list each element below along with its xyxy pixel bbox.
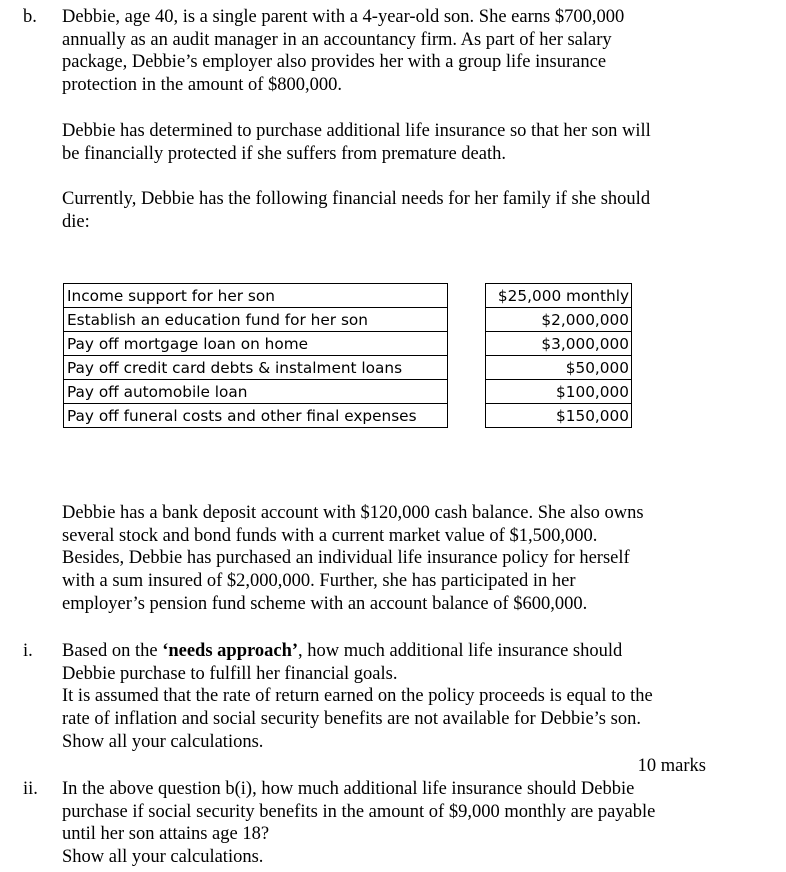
table-row — [64, 332, 632, 356]
table-gap — [448, 284, 486, 308]
table-gap — [448, 404, 486, 428]
table-row — [64, 356, 632, 380]
intro-line: package, Debbie’s employer also provides her with a group life insurance — [62, 52, 607, 73]
question-ii-line: Show all your calculations. — [62, 847, 264, 868]
needs-approach-term: ‘needs approach’ — [162, 641, 299, 661]
question-ii-line: In the above question b(i), how much additional life insurance should Debbie — [62, 779, 635, 799]
question-i-suffix: , how much additional life insurance should — [298, 641, 623, 661]
assets-line: several stock and bond funds with a current market value of $1,500,000. — [62, 525, 598, 546]
question-i-prefix: Based on the — [62, 641, 163, 661]
question-ii-text — [62, 778, 722, 869]
assets-line: Besides, Debbie has purchased an individual life insurance policy for herself — [62, 548, 630, 569]
intro-line: annually as an audit manager in an accountancy firm. As part of her salary — [62, 29, 612, 50]
question-ii-line: until her son attains age 18? — [62, 824, 270, 845]
need-item: Pay off mortgage loan on home — [64, 332, 448, 356]
need-item: Pay off funeral costs and other final expenses — [64, 404, 448, 428]
table-row — [64, 308, 632, 332]
need-amount: $100,000 — [485, 380, 631, 404]
need-amount: $150,000 — [485, 404, 631, 428]
table-row — [64, 380, 632, 404]
need-amount: $50,000 — [485, 356, 631, 380]
needs-intro-paragraph — [62, 188, 722, 233]
table-gap — [448, 332, 486, 356]
question-i-line: Debbie purchase to fulfill her financial goals. — [62, 663, 398, 684]
assets-line: with a sum insured of $2,000,000. Further, she has participated in her — [62, 571, 576, 592]
needs-intro-line: Currently, Debbie has the following financial needs for her family if she should — [62, 189, 651, 209]
assets-line: Debbie has a bank deposit account with $120,000 cash balance. She also owns — [62, 503, 644, 523]
question-i-line: It is assumed that the rate of return earned on the policy proceeds is equal to the — [62, 686, 653, 707]
question-ii-marker: ii. — [23, 779, 38, 799]
need-item: Pay off credit card debts & instalment loans — [64, 356, 448, 380]
financial-needs-table — [63, 283, 632, 428]
table-row — [64, 404, 632, 428]
question-i-marker: i. — [23, 641, 33, 661]
table-gap — [448, 356, 486, 380]
part-b-marker: b. — [23, 7, 37, 27]
marks-label: 10 marks — [637, 756, 706, 776]
question-i-line: Show all your calculations. — [62, 731, 264, 752]
need-item: Income support for her son — [64, 284, 448, 308]
question-i-text — [62, 640, 722, 754]
purchase-line: be financially protected if she suffers from premature death. — [62, 143, 506, 164]
table-gap — [448, 380, 486, 404]
needs-intro-line: die: — [62, 211, 90, 232]
need-item: Establish an education fund for her son — [64, 308, 448, 332]
intro-line: Debbie, age 40, is a single parent with a 4-year-old son. She earns $700,000 — [62, 7, 625, 27]
need-item: Pay off automobile loan — [64, 380, 448, 404]
question-i-line — [62, 640, 722, 663]
need-amount: $25,000 monthly — [485, 284, 631, 308]
need-amount: $2,000,000 — [485, 308, 631, 332]
intro-line: protection in the amount of $800,000. — [62, 75, 343, 96]
table-gap — [448, 308, 486, 332]
purchase-line: Debbie has determined to purchase additional life insurance so that her son will — [62, 121, 651, 141]
purchase-paragraph — [62, 120, 722, 165]
assets-line: employer’s pension fund scheme with an account balance of $600,000. — [62, 593, 588, 614]
question-i-line: rate of inflation and social security benefits are not available for Debbie’s son. — [62, 709, 641, 730]
intro-paragraph — [62, 6, 722, 97]
assets-paragraph — [62, 502, 722, 616]
question-ii-line: purchase if social security benefits in the amount of $9,000 monthly are payable — [62, 801, 656, 822]
table-row — [64, 284, 632, 308]
need-amount: $3,000,000 — [485, 332, 631, 356]
